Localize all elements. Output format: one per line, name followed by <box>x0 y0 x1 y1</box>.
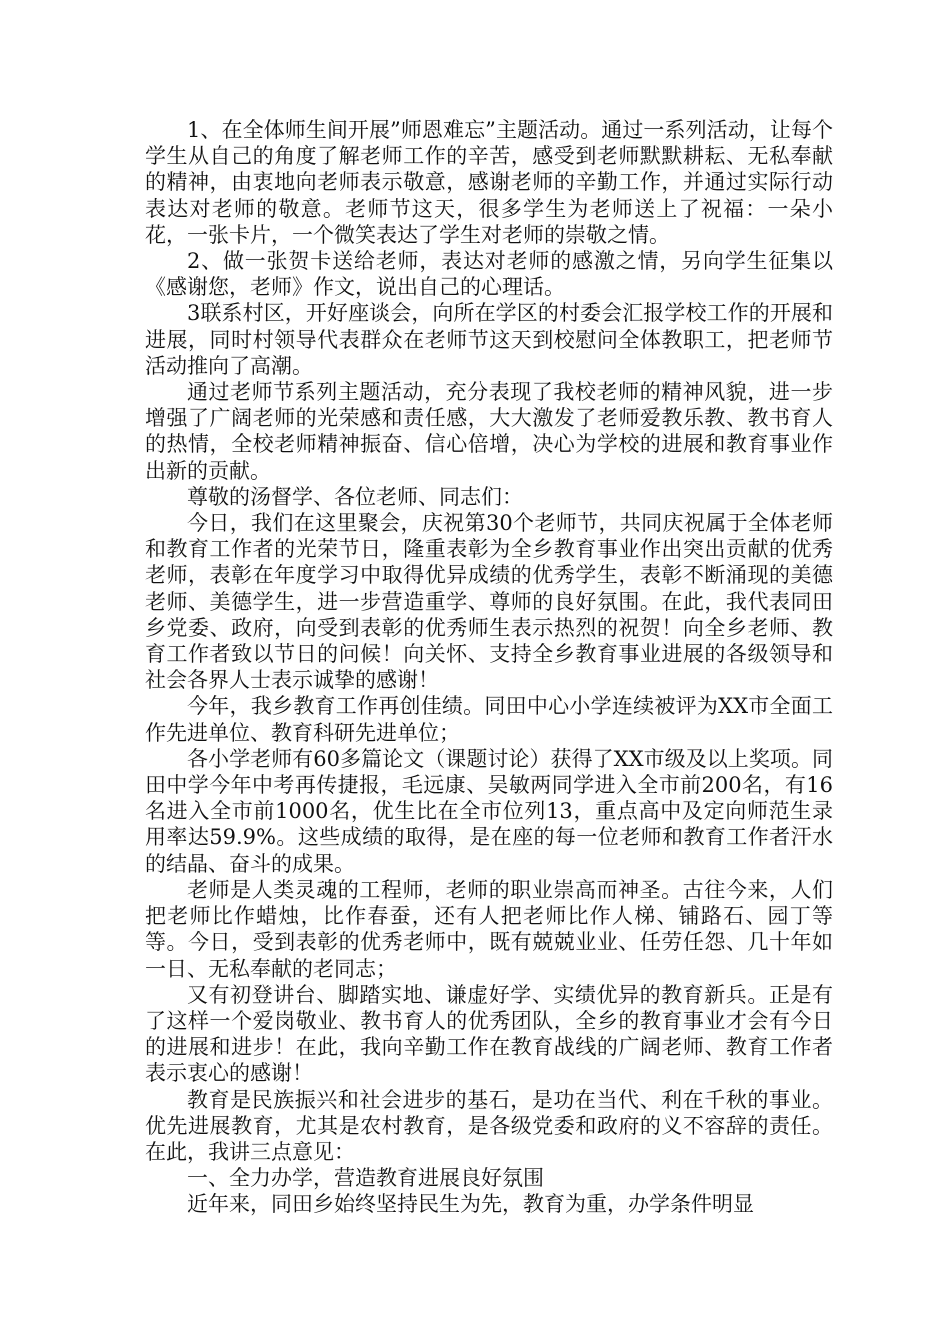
paragraph-new-teachers: 又有初登讲台、脚踏实地、谦虚好学、实绩优异的教育新兵。正是有了这样一个爱岗敬业、教书育人的优秀团队，全乡的教育事业才会有今日的进展和进步！在此，我向辛勤工作在教育战线的广阔老师、教育工作者表示衷心的感谢！ <box>145 982 833 1086</box>
paragraph-achievements: 今年，我乡教育工作再创佳绩。同田中心小学连续被评为XX市全面工作先进单位、教育科研先进单位； <box>145 694 833 745</box>
document-body <box>145 117 833 1218</box>
paragraph-salutation: 尊敬的汤督学、各位老师、同志们： <box>187 484 523 509</box>
paragraph-activity-2: 2、做一张贺卡送给老师，表达对老师的感激之情，另向学生征集以《感谢您，老师》作文，说出自己的心理话。 <box>145 249 833 300</box>
paragraph-education-importance: 教育是民族振兴和社会进步的基石，是功在当代、利在千秋的事业。优先进展教育，尤其是农村教育，是各级党委和政府的义不容辞的责任。在此，我讲三点意见： <box>145 1087 833 1164</box>
paragraph-summary: 通过老师节系列主题活动，充分表现了我校老师的精神风貌，进一步增强了广阔老师的光荣感和责任感，大大激发了老师爱教乐教、教书育人的热情，全校老师精神振奋、信心倍增，决心为学校的进展和教育事业作出新的贡献。 <box>145 380 833 483</box>
paragraph-activity-1: 1、在全体师生间开展”师恩难忘”主题活动。通过一系列活动，让每个学生从自己的角度了解老师工作的辛苦，感受到老师默默耕耘、无私奉献的精神，由衷地向老师表示敬意，感谢老师的辛勤工作，并通过实际行动表达对老师的敬意。老师节这天，很多学生为老师送上了祝福：一朵小花，一张卡片，一个微笑表达了学生对老师的崇敬之情。 <box>145 118 833 247</box>
paragraph-teachers-praise: 老师是人类灵魂的工程师，老师的职业崇高而神圣。古往今来，人们把老师比作蜡烛，比作春蚕，还有人把老师比作人梯、铺路石、园丁等等。今日，受到表彰的优秀老师中，既有兢兢业业、任劳任怨、几十年如一日、无私奉献的老同志； <box>145 877 833 981</box>
section-heading-1: 一、全力办学，营造教育进展良好氛围 <box>187 1166 544 1191</box>
paragraph-opening: 今日，我们在这里聚会，庆祝第30个老师节，共同庆祝属于全体老师和教育工作者的光荣节日，隆重表彰为全乡教育事业作出突出贡献的优秀老师，表彰在年度学习中取得优异成绩的优秀学生，表彰不断涌现的美德老师、美德学生，进一步营造重学、尊师的良好氛围。在此，我代表同田乡党委、政府，向受到表彰的优秀师生表示热烈的祝贺！向全乡老师、教育工作者致以节日的问候！向关怀、支持全乡教育事业进展的各级领导和社会各界人士表示诚挚的感谢！ <box>145 511 833 693</box>
paragraph-results: 各小学老师有60多篇论文（课题讨论）获得了XX市级及以上奖项。同田中学今年中考再传捷报，毛远康、吴敏两同学进入全市前200名，有16名进入全市前1000名，优生比在全市位列13，重点高中及定向师范生录用率达59.9%。这些成绩的取得，是在座的每一位老师和教育工作者汗水的结晶、奋斗的成果。 <box>145 746 833 876</box>
paragraph-recent-years: 近年来，同田乡始终坚持民生为先，教育为重，办学条件明显 <box>187 1192 754 1217</box>
paragraph-activity-3: 3联系村区，开好座谈会，向所在学区的村委会汇报学校工作的开展和进展，同时村领导代表群众在老师节这天到校慰问全体教职工，把老师节活动推向了高潮。 <box>145 301 833 378</box>
